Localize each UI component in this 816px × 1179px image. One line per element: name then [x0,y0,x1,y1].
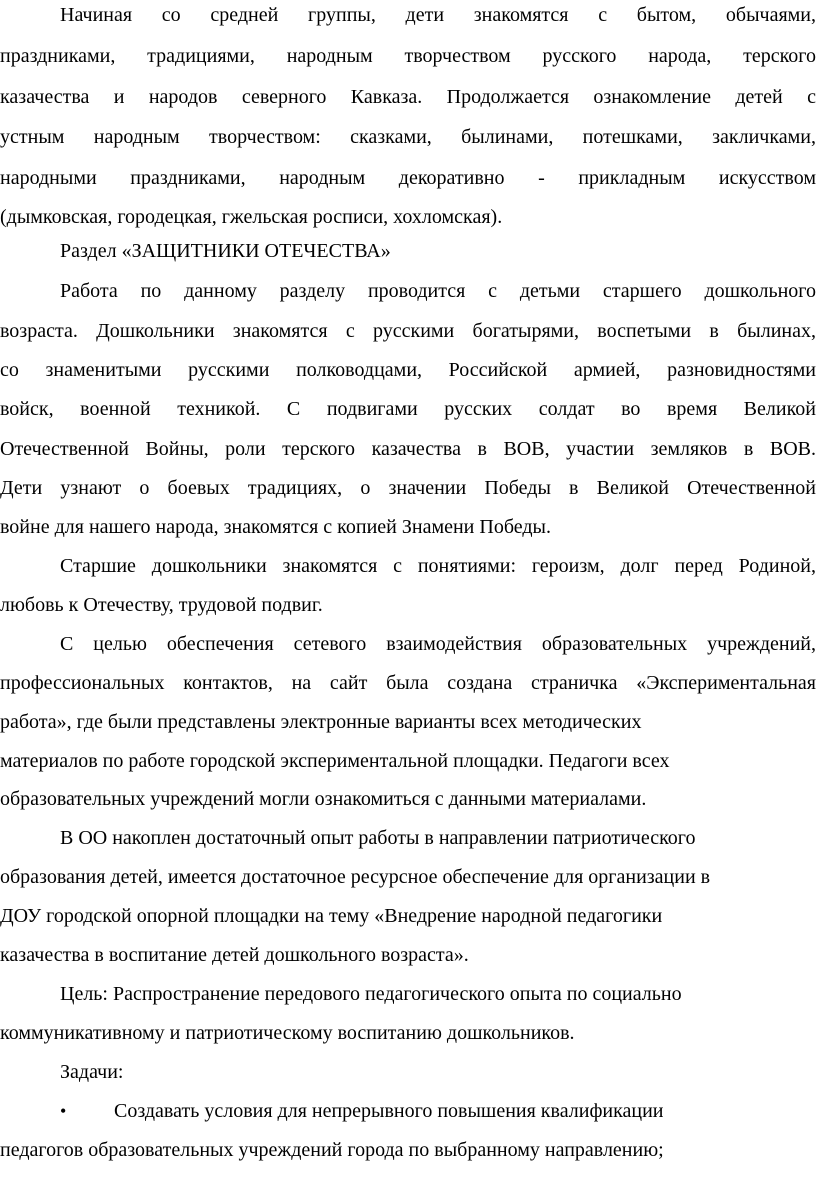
paragraph-line: работа», где были представлены электронные варианты всех методических [0,711,642,733]
paragraph-line: В ОО накоплен достаточный опыт работы в направлении патриотического [60,827,696,849]
goal-line: Цель: Распространение передового педагогического опыта по социально [60,983,682,1005]
paragraph-line: устным народным творчеством: сказками, былинами, потешками, закличками, [0,126,816,148]
paragraph-line: со знаменитыми русскими полководцами, Российской армией, разновидностями [0,359,816,381]
list-item: Создавать условия для непрерывного повышения квалификации [114,1100,664,1122]
tasks-heading: Задачи: [60,1061,124,1083]
paragraph-line: Работа по данному разделу проводится с детьми старшего дошкольного [60,280,816,302]
paragraph-line: народными праздниками, народным декоративно - прикладным искусством [0,167,816,189]
paragraph-line: Старшие дошкольники знакомятся с понятиями: героизм, долг перед Родиной, [60,555,816,577]
paragraph-line: казачества и народов северного Кавказа. Продолжается ознакомление детей с [0,86,816,108]
paragraph-line: образовательных учреждений могли ознакомиться с данными материалами. [0,788,647,810]
paragraph-line: (дымковская, городецкая, гжельская росписи, хохломская). [0,206,503,228]
paragraph-line: коммуникативному и патриотическому воспитанию дошкольников. [0,1022,575,1044]
paragraph-line: С целью обеспечения сетевого взаимодействия образовательных учреждений, [60,633,816,655]
paragraph-line: любовь к Отечеству, трудовой подвиг. [0,594,323,616]
bullet-icon: • [60,1101,67,1121]
paragraph-line: Отечественной Войны, роли терского казачества в ВОВ, участии земляков в ВОВ. [0,438,816,460]
list-item-continuation: педагогов образовательных учреждений города по выбранному направлению; [0,1139,664,1161]
paragraph-line: праздниками, традициями, народным творчеством русского народа, терского [0,45,816,67]
paragraph-line: профессиональных контактов, на сайт была создана страничка «Экспериментальная [0,672,816,694]
paragraph-line: войск, военной техникой. С подвигами русских солдат во время Великой [0,398,816,420]
paragraph-line: войне для нашего народа, знакомятся с копией Знамени Победы. [0,516,551,538]
section-heading: Раздел «ЗАЩИТНИКИ ОТЕЧЕСТВА» [60,240,391,262]
paragraph-line: возраста. Дошкольники знакомятся с русскими богатырями, воспетыми в былинах, [0,320,816,342]
paragraph-line: ДОУ городской опорной площадки на тему «Внедрение народной педагогики [0,905,663,927]
paragraph-line: Дети узнают о боевых традициях, о значении Победы в Великой Отечественной [0,477,816,499]
paragraph-line: Начиная со средней группы, дети знакомятся с бытом, обычаями, [60,4,816,26]
paragraph-line: образования детей, имеется достаточное ресурсное обеспечение для организации в [0,866,711,888]
paragraph-line: казачества в воспитание детей дошкольного возраста». [0,944,469,966]
paragraph-line: материалов по работе городской экспериментальной площадки. Педагоги всех [0,750,670,772]
